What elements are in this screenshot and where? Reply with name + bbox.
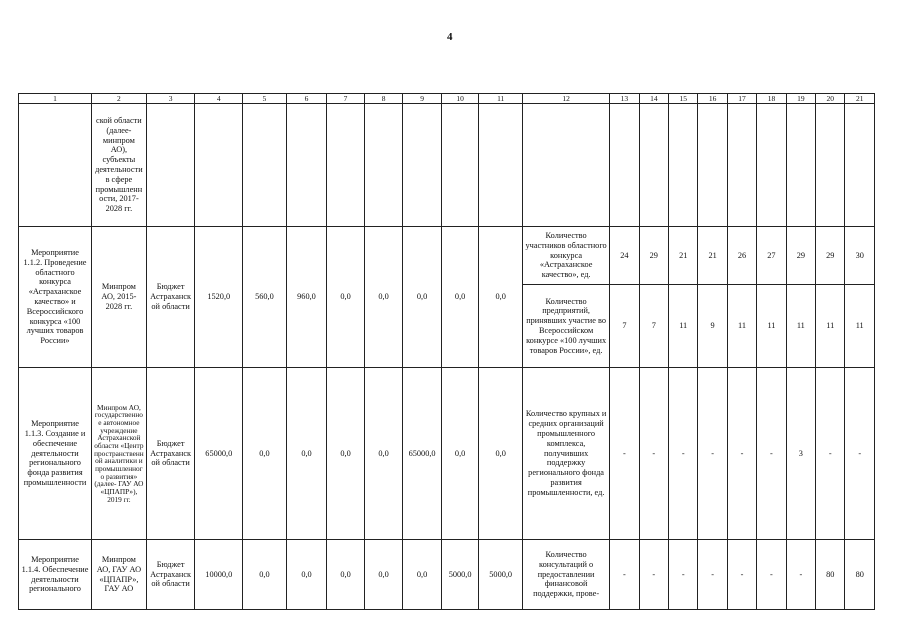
amount-cell: 0,0 (286, 368, 327, 540)
amount-cell: 65000,0 (195, 368, 243, 540)
value-cell: - (757, 368, 786, 540)
value-cell: - (816, 368, 845, 540)
amount-cell: 0,0 (479, 368, 523, 540)
value-cell: - (786, 540, 815, 610)
col-header: 12 (522, 94, 609, 104)
amount-cell: 10000,0 (195, 540, 243, 610)
value-cell: - (639, 540, 668, 610)
amount-cell: 0,0 (327, 540, 365, 610)
value-cell: 30 (845, 227, 875, 285)
value-cell: 11 (786, 285, 815, 368)
col-header: 19 (786, 94, 815, 104)
col-header: 11 (479, 94, 523, 104)
value-cell: 24 (610, 227, 639, 285)
value-cell: 29 (816, 227, 845, 285)
value-cell: - (845, 368, 875, 540)
amount-cell: 5000,0 (441, 540, 479, 610)
value-cell: 7 (639, 285, 668, 368)
value-cell: 11 (757, 285, 786, 368)
col-header: 6 (286, 94, 327, 104)
value-cell: - (698, 368, 727, 540)
value-cell: - (669, 540, 698, 610)
funding-source-cell: Бюджет Астраханской области (146, 368, 195, 540)
value-cell: 3 (786, 368, 815, 540)
value-cell: - (757, 540, 786, 610)
funding-source-cell: Бюджет Астраханской области (146, 227, 195, 368)
col-header: 18 (757, 94, 786, 104)
activity-cell: Мероприятие 1.1.2. Проведение областного конкурса «Астраханское качество» и Всероссийского конкурса «100 лучших товаров России» (19, 227, 92, 368)
col-header: 5 (243, 94, 287, 104)
value-cell: 29 (639, 227, 668, 285)
table-row (19, 540, 875, 610)
amount-cell: 0,0 (364, 540, 403, 610)
value-cell: 21 (698, 227, 727, 285)
amount-cell: 0,0 (364, 227, 403, 368)
value-cell: 27 (757, 227, 786, 285)
value-cell: 9 (698, 285, 727, 368)
activity-cell: Мероприятие 1.1.3. Создание и обеспечение деятельности регионального фонда развития промышленности (19, 368, 92, 540)
col-header: 3 (146, 94, 195, 104)
amount-cell: 1520,0 (195, 227, 243, 368)
col-header: 13 (610, 94, 639, 104)
col-header: 1 (19, 94, 92, 104)
indicator-cell: Количество предприятий, принявших участие во Всероссийском конкурсе «100 лучших товаров России», ед. (522, 285, 609, 368)
page-number: 4 (447, 31, 453, 43)
value-cell: - (639, 368, 668, 540)
col-header: 2 (92, 94, 147, 104)
funding-source-cell: Бюджет Астраханской области (146, 540, 195, 610)
col-header: 7 (327, 94, 365, 104)
amount-cell: 0,0 (441, 227, 479, 368)
amount-cell: 0,0 (479, 227, 523, 368)
amount-cell: 0,0 (286, 540, 327, 610)
amount-cell: 0,0 (243, 368, 287, 540)
col-header: 21 (845, 94, 875, 104)
amount-cell: 0,0 (327, 227, 365, 368)
column-number-row (19, 94, 875, 104)
col-header: 8 (364, 94, 403, 104)
col-header: 9 (403, 94, 442, 104)
executor-cell: ской области (далее- минпром АО), субъекты деятельности в сфере промышленности, 2017-2028 гг. (92, 104, 147, 227)
col-header: 15 (669, 94, 698, 104)
amount-cell: 960,0 (286, 227, 327, 368)
amount-cell: 0,0 (441, 368, 479, 540)
col-header: 20 (816, 94, 845, 104)
col-header: 14 (639, 94, 668, 104)
value-cell: - (727, 368, 756, 540)
amount-cell: 65000,0 (403, 368, 442, 540)
value-cell: 11 (816, 285, 845, 368)
amount-cell: 0,0 (364, 368, 403, 540)
amount-cell: 0,0 (403, 540, 442, 610)
value-cell: - (610, 540, 639, 610)
amount-cell: 0,0 (403, 227, 442, 368)
amount-cell: 560,0 (243, 227, 287, 368)
executor-cell: Минпром АО, 2015-2028 гг. (92, 227, 147, 368)
value-cell: 26 (727, 227, 756, 285)
value-cell: - (669, 368, 698, 540)
executor-cell: Минпром АО, государственное автономное учреждение Астраханской области «Центр пространственной аналитики и промышленного развития» (далее- ГАУ АО «ЦПАПР»), 2019 гг. (92, 368, 147, 540)
value-cell: - (727, 540, 756, 610)
value-cell: 7 (610, 285, 639, 368)
col-header: 4 (195, 94, 243, 104)
executor-cell: Минпром АО, ГАУ АО «ЦПАПР», ГАУ АО (92, 540, 147, 610)
activity-cell: Мероприятие 1.1.4. Обеспечение деятельности регионального (19, 540, 92, 610)
indicator-cell: Количество консультаций о предоставлении финансовой поддержки, прове- (522, 540, 609, 610)
program-table (18, 93, 875, 610)
value-cell: 80 (816, 540, 845, 610)
value-cell: 21 (669, 227, 698, 285)
value-cell: - (610, 368, 639, 540)
amount-cell: 0,0 (243, 540, 287, 610)
table-row (19, 227, 875, 285)
value-cell: 80 (845, 540, 875, 610)
col-header: 16 (698, 94, 727, 104)
table-row (19, 368, 875, 540)
col-header: 17 (727, 94, 756, 104)
indicator-cell: Количество участников областного конкурса «Астраханское качество», ед. (522, 227, 609, 285)
value-cell: 29 (786, 227, 815, 285)
value-cell: 11 (845, 285, 875, 368)
amount-cell: 0,0 (327, 368, 365, 540)
col-header: 10 (441, 94, 479, 104)
value-cell: 11 (727, 285, 756, 368)
indicator-cell: Количество крупных и средних организаций промышленного комплекса, получивших поддержку регионального фонда развития промышленности, ед. (522, 368, 609, 540)
table-row (19, 104, 875, 227)
value-cell: 11 (669, 285, 698, 368)
amount-cell: 5000,0 (479, 540, 523, 610)
value-cell: - (698, 540, 727, 610)
